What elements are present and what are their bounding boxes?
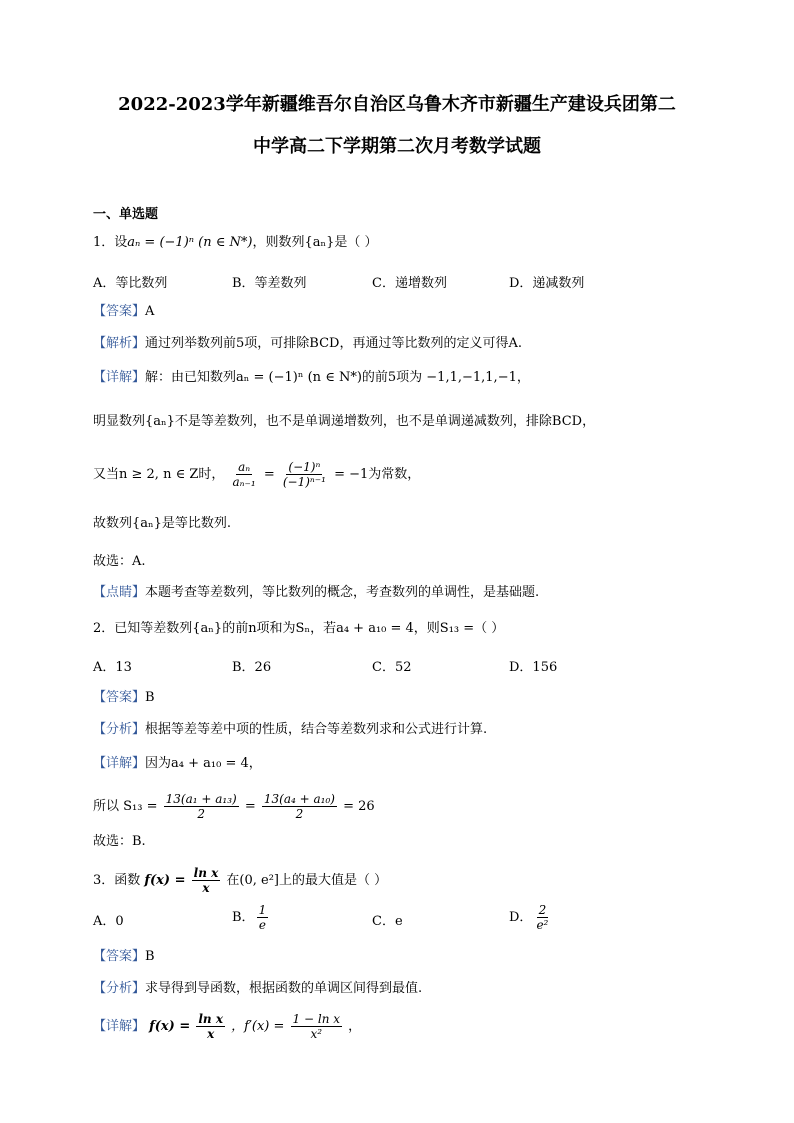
q3-option-b-fraction <box>257 903 269 932</box>
analysis-tag: 【分析】 <box>93 981 146 996</box>
fraction-denominator: 2 <box>295 807 304 821</box>
fraction-numerator: 13(a₁ + a₁₃) <box>165 792 237 806</box>
question-1-stem <box>93 233 378 253</box>
fraction-denominator: e <box>258 918 266 932</box>
q3-answer-value: B <box>145 949 155 964</box>
fraction-numerator: ln x <box>198 1012 223 1026</box>
q1-eq-sign: = <box>263 467 275 482</box>
q3-option-d-fraction <box>534 903 550 932</box>
q1-ratio-fraction <box>231 460 258 489</box>
q1-stem-pre: 1．设 <box>93 235 128 250</box>
q3-option-a: A．0 <box>93 914 124 929</box>
q3-detail-fx: f(x) = <box>149 1019 191 1034</box>
detail-tag: 【详解】 <box>93 1019 146 1034</box>
q1-detail-line1 <box>93 368 530 388</box>
q1-detail3-post: = −1为常数， <box>334 467 421 482</box>
q3-analysis-text: 求导得到导函数，根据函数的单调区间得到最值. <box>145 981 423 996</box>
q1-option-a: A．等比数列 <box>93 276 168 291</box>
fraction-denominator: (−1)ⁿ⁻¹ <box>282 475 326 489</box>
fraction-denominator: e² <box>536 918 549 932</box>
q1-answer <box>93 302 154 322</box>
q1-analysis-text: 通过列举数列前5项，可排除BCD，再通过等比数列的定义可得A. <box>145 336 522 351</box>
q1-answer-value: A <box>145 304 155 319</box>
answer-tag: 【答案】 <box>93 690 146 705</box>
q2-answer <box>93 688 155 708</box>
answer-tag: 【答案】 <box>93 949 146 964</box>
q1-detail1-text: 解：由已知数列aₙ = (−1)ⁿ (n ∈ N*)的前5项为 −1,1,−1,1,−1， <box>145 370 530 385</box>
q3-answer <box>93 947 155 967</box>
comment-tag: 【点睛】 <box>93 585 146 600</box>
q3-option-d <box>509 903 552 932</box>
analysis-tag: 【解析】 <box>93 336 146 351</box>
q2-option-d: D．156 <box>509 660 558 675</box>
q3-stem-pre: 3．函数 <box>93 873 141 888</box>
fraction-numerator: 1 <box>258 903 267 917</box>
answer-tag: 【答案】 <box>93 304 146 319</box>
q3-fraction <box>192 866 221 895</box>
q1-detail3-pre: 又当n ≥ 2, n ∈ Z时， <box>93 467 225 482</box>
q3-detail-derivative: ，f′(x) = <box>231 1019 285 1034</box>
detail-tag: 【详解】 <box>93 370 146 385</box>
q3-detail-line1 <box>93 1010 361 1044</box>
q2-detail2-post: = 26 <box>343 799 375 814</box>
page-title-line1: 2022-2023学年新疆维吾尔自治区乌鲁木齐市新疆生产建设兵团第二 <box>118 94 676 115</box>
q3-fx: f(x) = <box>144 873 186 888</box>
q1-stem-math: aₙ = (−1)ⁿ (n ∈ N*) <box>127 235 253 250</box>
q2-choose: 故选：B. <box>93 834 146 849</box>
q3-option-c: C．e <box>372 914 403 929</box>
q1-option-b: B．等差数列 <box>232 276 307 291</box>
q2-detail-line2: 所以 S₁₃ = $\frac{\text{13(a₁ + a₁₃)}}{2}$ = $\frac{\text{13(a₄ + a₁₀)}}{2}$ = 26 <box>93 792 375 821</box>
fraction-denominator: x <box>207 1027 215 1041</box>
q2-detail2-pre: 所以 S₁₃ = <box>93 799 158 814</box>
q3-detail-fraction-1 <box>196 1012 225 1041</box>
option-label: D． <box>509 910 533 925</box>
fraction-numerator: (−1)ⁿ <box>288 460 321 474</box>
q1-comment-text: 本题考查等差数列，等比数列的概念，考查数列的单调性，是基础题. <box>145 585 540 600</box>
q2-analysis-text: 根据等差等差中项的性质，结合等差数列求和公式进行计算. <box>145 722 488 737</box>
q3-detail-fraction-2 <box>291 1012 342 1041</box>
detail-tag: 【详解】 <box>93 756 146 771</box>
question-3-stem <box>93 864 387 898</box>
q1-detail-line3 <box>93 458 420 492</box>
fraction-numerator: 1 − ln x <box>292 1012 341 1026</box>
q2-detail-line1 <box>93 754 262 774</box>
fraction-numerator: aₙ <box>238 460 251 474</box>
fraction-denominator: x² <box>310 1027 323 1041</box>
section-heading: 一、单选题 <box>93 207 159 222</box>
q2-option-b: B．26 <box>232 660 272 675</box>
q2-sum-fraction-1 <box>164 792 239 821</box>
analysis-tag: 【分析】 <box>93 722 146 737</box>
q3-analysis <box>93 979 422 999</box>
option-label: B． <box>232 910 255 925</box>
q1-option-c: C．递增数列 <box>372 276 447 291</box>
q1-comment <box>93 583 539 603</box>
q3-option-b <box>232 903 270 932</box>
q1-power-fraction <box>281 460 328 489</box>
fraction-denominator: aₙ₋₁ <box>232 475 256 489</box>
q2-option-c: C．52 <box>372 660 412 675</box>
q1-analysis <box>93 334 522 354</box>
fraction-numerator: 13(a₄ + a₁₀) <box>263 792 335 806</box>
fraction-denominator: x <box>202 881 210 895</box>
q2-detail1-text: 因为a₄ + a₁₀ = 4， <box>145 756 262 771</box>
q2-sum-fraction-2 <box>262 792 337 821</box>
fraction-numerator: ln x <box>193 866 219 880</box>
page-title-line2: 中学高二下学期第二次月考数学试题 <box>253 136 541 157</box>
q2-answer-value: B <box>145 690 155 705</box>
q2-option-a: A．13 <box>93 660 132 675</box>
fraction-numerator: 2 <box>538 903 547 917</box>
question-2-stem: 2．已知等差数列{aₙ}的前n项和为Sₙ，若a₄ + a₁₀ = 4，则S₁₃ =（ ） <box>93 621 505 636</box>
q1-choose: 故选：A. <box>93 554 146 569</box>
q2-analysis <box>93 720 487 740</box>
q1-stem-post: ，则数列{aₙ}是（ ） <box>252 235 378 250</box>
q1-detail-line4: 故数列{aₙ}是等比数列. <box>93 516 232 531</box>
q3-stem-post: 在(0, e²]上的最大值是（ ） <box>226 873 388 888</box>
fraction-denominator: 2 <box>197 807 205 821</box>
q1-option-d: D．递减数列 <box>509 276 585 291</box>
q3-detail-end: ， <box>348 1019 362 1034</box>
q1-detail-line2: 明显数列{aₙ}不是等差数列，也不是单调递增数列，也不是单调递减数列，排除BCD， <box>93 414 596 429</box>
